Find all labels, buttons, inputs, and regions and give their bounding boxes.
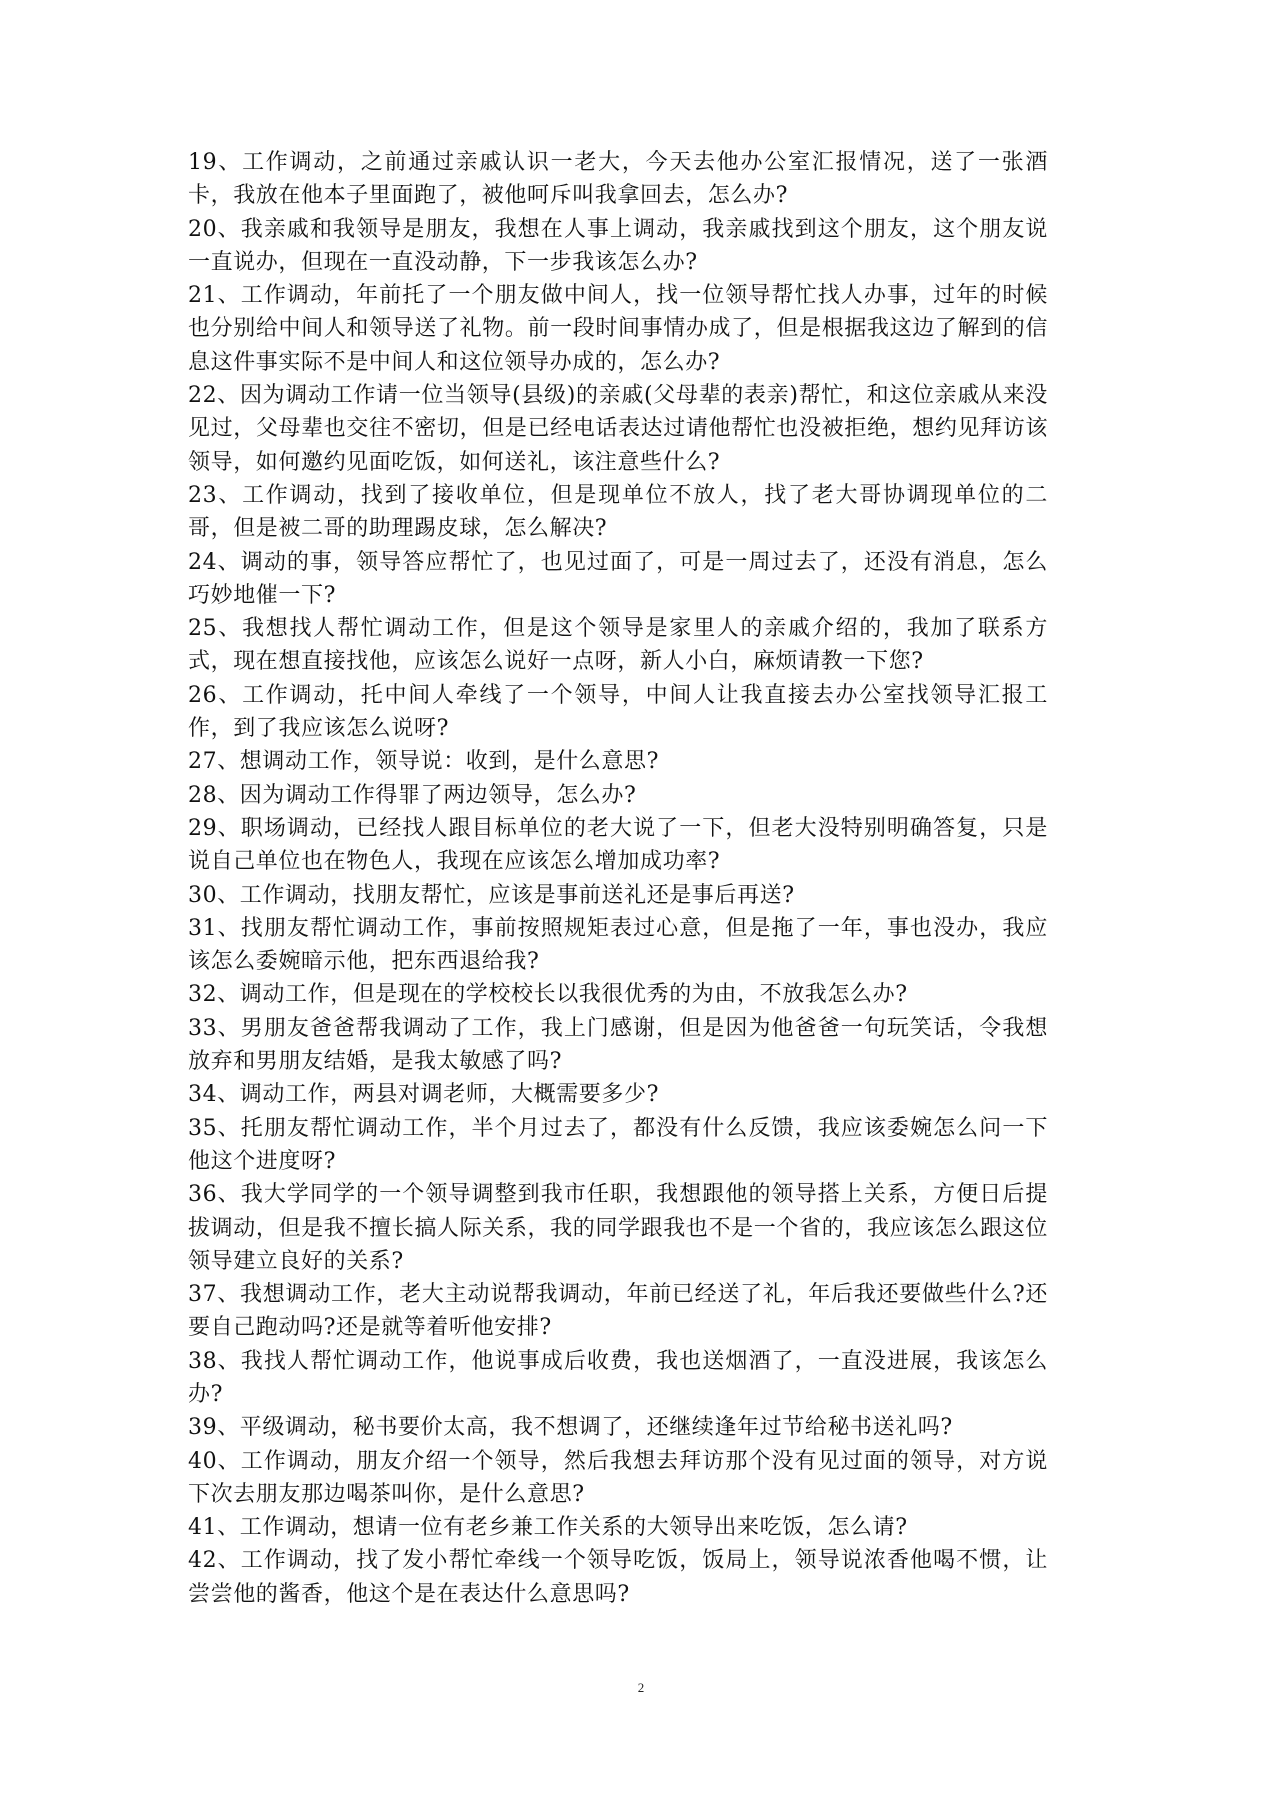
question-28: 28、因为调动工作得罪了两边领导，怎么办?	[188, 782, 637, 808]
question-26: 26、工作调动，托中间人牵线了一个领导，中间人让我直接去办公室找领导汇报工作，到了我应该怎么说呀?	[188, 682, 1048, 742]
question-31: 31、找朋友帮忙调动工作，事前按照规矩表过心意，但是拖了一年，事也没办，我应该怎么委婉暗示他，把东西退给我?	[188, 915, 1048, 975]
question-41: 41、工作调动，想请一位有老乡兼工作关系的大领导出来吃饭，怎么请?	[188, 1515, 908, 1541]
question-37: 37、我想调动工作，老大主动说帮我调动，年前已经送了礼，年后我还要做些什么?还要自己跑动吗?还是就等着听他安排?	[188, 1282, 1048, 1341]
question-20: 20、我亲戚和我领导是朋友，我想在人事上调动，我亲戚找到这个朋友，这个朋友说一直说办，但现在一直没动静，下一步我该怎么办?	[188, 216, 1048, 275]
question-27: 27、想调动工作，领导说：收到，是什么意思?	[188, 749, 659, 775]
question-30: 30、工作调动，找朋友帮忙，应该是事前送礼还是事后再送?	[188, 882, 795, 908]
question-40: 40、工作调动，朋友介绍一个领导，然后我想去拜访那个没有见过面的领导，对方说下次去朋友那边喝茶叫你，是什么意思?	[188, 1448, 1048, 1507]
question-42: 42、工作调动，找了发小帮忙牵线一个领导吃饭，饭局上，领导说浓香他喝不惯，让尝尝他的酱香，他这个是在表达什么意思吗?	[188, 1548, 1048, 1607]
question-list	[188, 146, 1048, 1611]
question-25: 25、我想找人帮忙调动工作，但是这个领导是家里人的亲戚介绍的，我加了联系方式，现在想直接找他，应该怎么说好一点呀，新人小白，麻烦请教一下您?	[188, 616, 1048, 675]
question-22: 22、因为调动工作请一位当领导(县级)的亲戚(父母辈的表亲)帮忙，和这位亲戚从来没见过，父母辈也交往不密切，但是已经电话表达过请他帮忙也没被拒绝，想约见拜访该领导，如何邀约见面吃饭，如何送礼，该注意些什么?	[188, 383, 1048, 475]
question-39: 39、平级调动，秘书要价太高，我不想调了，还继续逢年过节给秘书送礼吗?	[188, 1415, 953, 1441]
question-32: 32、调动工作，但是现在的学校校长以我很优秀的为由，不放我怎么办?	[188, 982, 908, 1008]
question-36: 36、我大学同学的一个领导调整到我市任职，我想跟他的领导搭上关系，方便日后提拔调动，但是我不擅长搞人际关系，我的同学跟我也不是一个省的，我应该怎么跟这位领导建立良好的关系?	[188, 1182, 1048, 1274]
question-35: 35、托朋友帮忙调动工作，半个月过去了，都没有什么反馈，我应该委婉怎么问一下他这个进度呀?	[188, 1115, 1048, 1174]
page-number: 2	[637, 1680, 645, 1695]
question-33: 33、男朋友爸爸帮我调动了工作，我上门感谢，但是因为他爸爸一句玩笑话，令我想放弃和男朋友结婚，是我太敏感了吗?	[188, 1015, 1048, 1075]
question-19: 19、工作调动，之前通过亲戚认识一老大，今天去他办公室汇报情况，送了一张酒卡，我放在他本子里面跑了，被他呵斥叫我拿回去，怎么办?	[188, 150, 1048, 209]
question-24: 24、调动的事，领导答应帮忙了，也见过面了，可是一周过去了，还没有消息，怎么巧妙地催一下?	[188, 549, 1048, 608]
question-38: 38、我找人帮忙调动工作，他说事成后收费，我也送烟酒了，一直没进展，我该怎么办?	[188, 1348, 1048, 1407]
question-29: 29、职场调动，已经找人跟目标单位的老大说了一下，但老大没特别明确答复，只是说自己单位也在物色人，我现在应该怎么增加成功率?	[188, 815, 1048, 875]
question-23: 23、工作调动，找到了接收单位，但是现单位不放人，找了老大哥协调现单位的二哥，但是被二哥的助理踢皮球，怎么解决?	[188, 482, 1048, 542]
question-21: 21、工作调动，年前托了一个朋友做中间人，找一位领导帮忙找人办事，过年的时候也分别给中间人和领导送了礼物。前一段时间事情办成了，但是根据我这边了解到的信息这件事实际不是中间人和这位领导办成的，怎么办?	[188, 283, 1048, 375]
question-34: 34、调动工作，两县对调老师，大概需要多少?	[188, 1082, 659, 1108]
